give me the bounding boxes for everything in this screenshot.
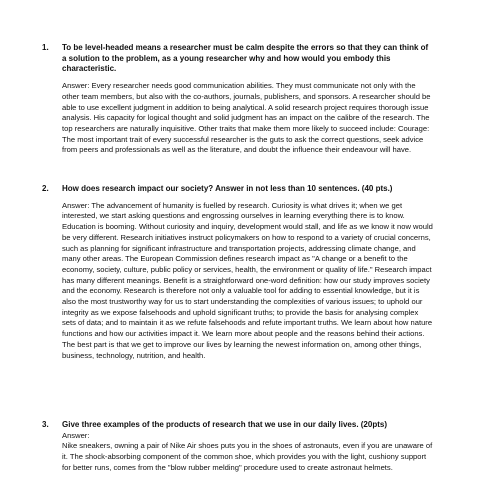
question-block-1 (42, 43, 434, 156)
answer-text: Nike sneakers, owning a pair of Nike Air shoes puts you in the shoes of astronauts, even if you are unaware of it. The shock-absorbing component of the common shoe, which provides you with the light, cushiony support for better runs, comes from the "blow rubber melding" procedure used to create astronaut helmets. (62, 441, 433, 472)
question-number: 1. (42, 43, 49, 52)
answer-text: Answer: Every researcher needs good communication abilities. They must communicate not only with the other team members, but also with the co-authors, journals, publishers, and sponsors. A researcher should be able to use excellent judgment in addition to being analytical. A solid research project requires thorough issue analysis. His capacity for logical thought and solid judgment has an impact on the calibre of the research. The top researchers are naturally inquisitive. Other traits that make them more likely to succeed include: Courage: The most important trait of every successful researcher is the guts to ask the correct questions, seek advice from peers and professionals as well as the literature, and doubt the influence their endeavour will have. (62, 81, 431, 155)
answer-text: Answer: The advancement of humanity is fuelled by research. Curiosity is what drives it; when we get interested, we start asking questions and engrossing ourselves in learning everything there is to know. Education is booming. Without curiosity and inquiry, development would stall, and life as we know it now would be very different. Research initiatives instruct policymakers on how to respond to a variety of crucial concerns, such as planning for significant infrastructure and transportation projects, addressing climate change, and many other areas. The European Commission defines research impact as "A change or a benefit to the economy, society, culture, public policy or services, health, the environment or quality of life." Research impact has many different meanings. Benefit is a straightforward one-word definition: how our study improves society and the economy. Research is therefore not only a valuable tool for adding to essential knowledge, but it is also the most trustworthy way for us to start understanding the complexities of various issues; to uphold our integrity as we expose falsehoods and uphold significant truths; to provide the basis for analysing complex sets of data; and to maintain it as we refute falsehoods and refute important truths. We learn about how nature functions and how our activities impact it. We learn more about people and the reasons behind their actions. The best part is that we get to improve our lives by learning the newest information on, among other things, business, technology, nutrition, and health. (62, 200, 433, 360)
question-text: To be level-headed means a researcher must be calm despite the errors so that they can think of a solution to the problem, as a young researcher why and how would you embody this characteristic. (62, 43, 429, 74)
question-number: 3. (42, 420, 49, 429)
question-text: How does research impact our society? Answer in not less than 10 sentences. (40 pts.) (62, 184, 393, 193)
question-text: Give three examples of the products of research that we use in our daily lives. (20pts) (62, 420, 387, 429)
question-block-2 (42, 184, 434, 361)
answer-label: Answer: (62, 430, 90, 440)
question-block-3 (42, 420, 434, 474)
question-number: 2. (42, 184, 49, 193)
